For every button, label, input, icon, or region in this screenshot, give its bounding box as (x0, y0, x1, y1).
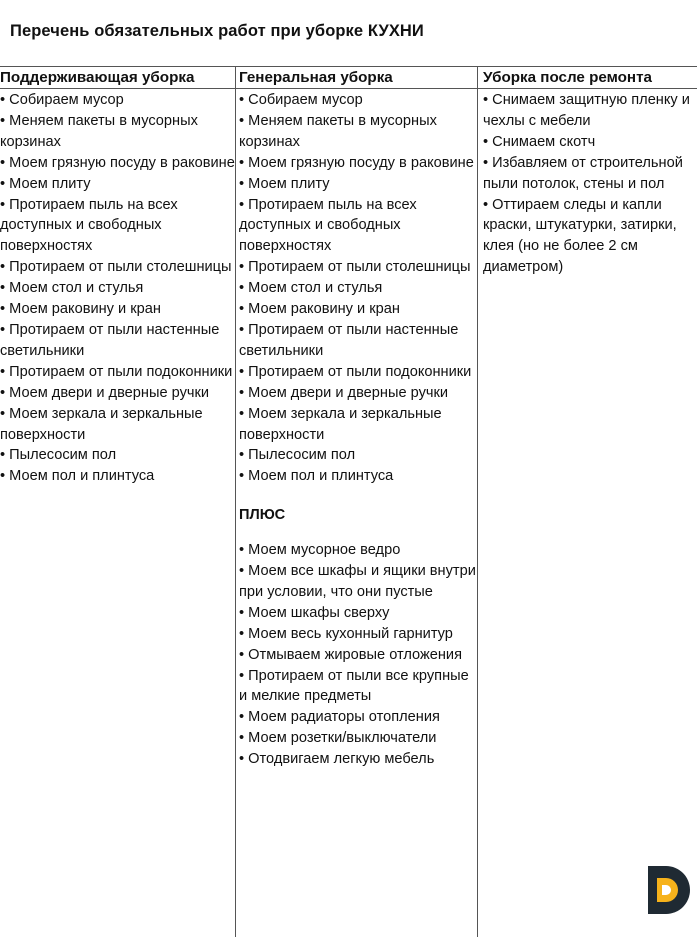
column-maintenance (0, 67, 236, 937)
plus-list (239, 540, 477, 770)
list-item: • Моем стол и стулья (0, 280, 144, 297)
column-list (0, 89, 235, 487)
list-item: • Собираем мусор (239, 92, 363, 108)
list-item: • Снимаем защитную пленку и чехлы с мебели (483, 92, 690, 129)
list-item: • Протираем от пыли столешницы (239, 259, 471, 276)
list-item: • Моем плиту (0, 175, 91, 192)
list-item: • Протираем от пыли настенные светильники (239, 321, 459, 359)
list-item: • Моем все шкафы и ящики внутри при условии, что они пустые (239, 563, 476, 600)
list-item: • Моем зеркала и зеркальные поверхности (0, 405, 203, 443)
list-item: • Протираем от пыли подоконники (0, 363, 233, 380)
list-item: • Моем розетки/выключатели (239, 730, 437, 747)
list-item: • Протираем от пыли подоконники (239, 363, 472, 380)
list-item: • Моем двери и дверные ручки (239, 384, 449, 401)
brand-logo-icon (642, 862, 694, 918)
column-after-renovation (478, 67, 697, 937)
list-item: • Меняем пакеты в мусорных корзинах (0, 112, 198, 150)
list-item: • Моем раковину и кран (0, 301, 161, 318)
list-item: • Моем двери и дверные ручки (0, 384, 210, 401)
list-item: • Моем весь кухонный гарнитур (239, 625, 453, 642)
list-item: • Снимаем скотч (483, 133, 596, 150)
list-item: • Моем мусорное ведро (239, 542, 401, 559)
column-header: Генеральная уборка (236, 67, 477, 89)
list-item: • Отмываем жировые отложения (239, 646, 462, 663)
list-item: • Отодвигаем легкую мебель (239, 751, 435, 768)
page-title: Перечень обязательных работ при уборке КУХНИ (10, 22, 424, 40)
column-header: Поддерживающая уборка (0, 67, 235, 89)
list-item: • Пылесосим пол (0, 447, 117, 464)
list-item: • Пылесосим пол (239, 447, 356, 464)
list-item: • Моем зеркала и зеркальные поверхности (239, 405, 442, 443)
list-item: • Избавляем от строительной пыли потолок, стены и пол (483, 154, 683, 192)
column-general (236, 67, 478, 937)
list-item: • Протираем от пыли все крупные и мелкие предметы (239, 667, 469, 705)
list-item: • Моем плиту (239, 175, 330, 192)
list-item: • Меняем пакеты в мусорных корзинах (239, 112, 437, 150)
list-item: • Протираем от пыли настенные светильники (0, 321, 220, 359)
list-item: • Моем радиаторы отопления (239, 709, 440, 726)
list-item: • Моем стол и стулья (239, 280, 383, 297)
column-list (478, 89, 697, 278)
column-list (239, 90, 477, 487)
list-item: • Моем раковину и кран (239, 301, 400, 318)
list-item: • Протираем пыль на всех доступных и свободных поверхностях (239, 196, 417, 255)
column-header: Уборка после ремонта (478, 67, 697, 89)
plus-label: ПЛЮС (239, 507, 286, 524)
list-item: • Собираем мусор (0, 92, 124, 108)
list-item: • Моем пол и плинтуса (239, 468, 394, 485)
cleaning-table (0, 66, 697, 937)
list-item: • Моем пол и плинтуса (0, 468, 155, 485)
list-item: • Моем грязную посуду в раковине (239, 154, 474, 171)
list-item: • Моем шкафы сверху (239, 604, 390, 621)
list-item: • Протираем пыль на всех доступных и свободных поверхностях (0, 196, 178, 255)
list-item: • Оттираем следы и капли краски, штукатурки, затирки, клея (но не более 2 см диаметром) (483, 196, 677, 276)
list-item: • Протираем от пыли столешницы (0, 259, 232, 276)
list-item: • Моем грязную посуду в раковине (0, 154, 235, 171)
